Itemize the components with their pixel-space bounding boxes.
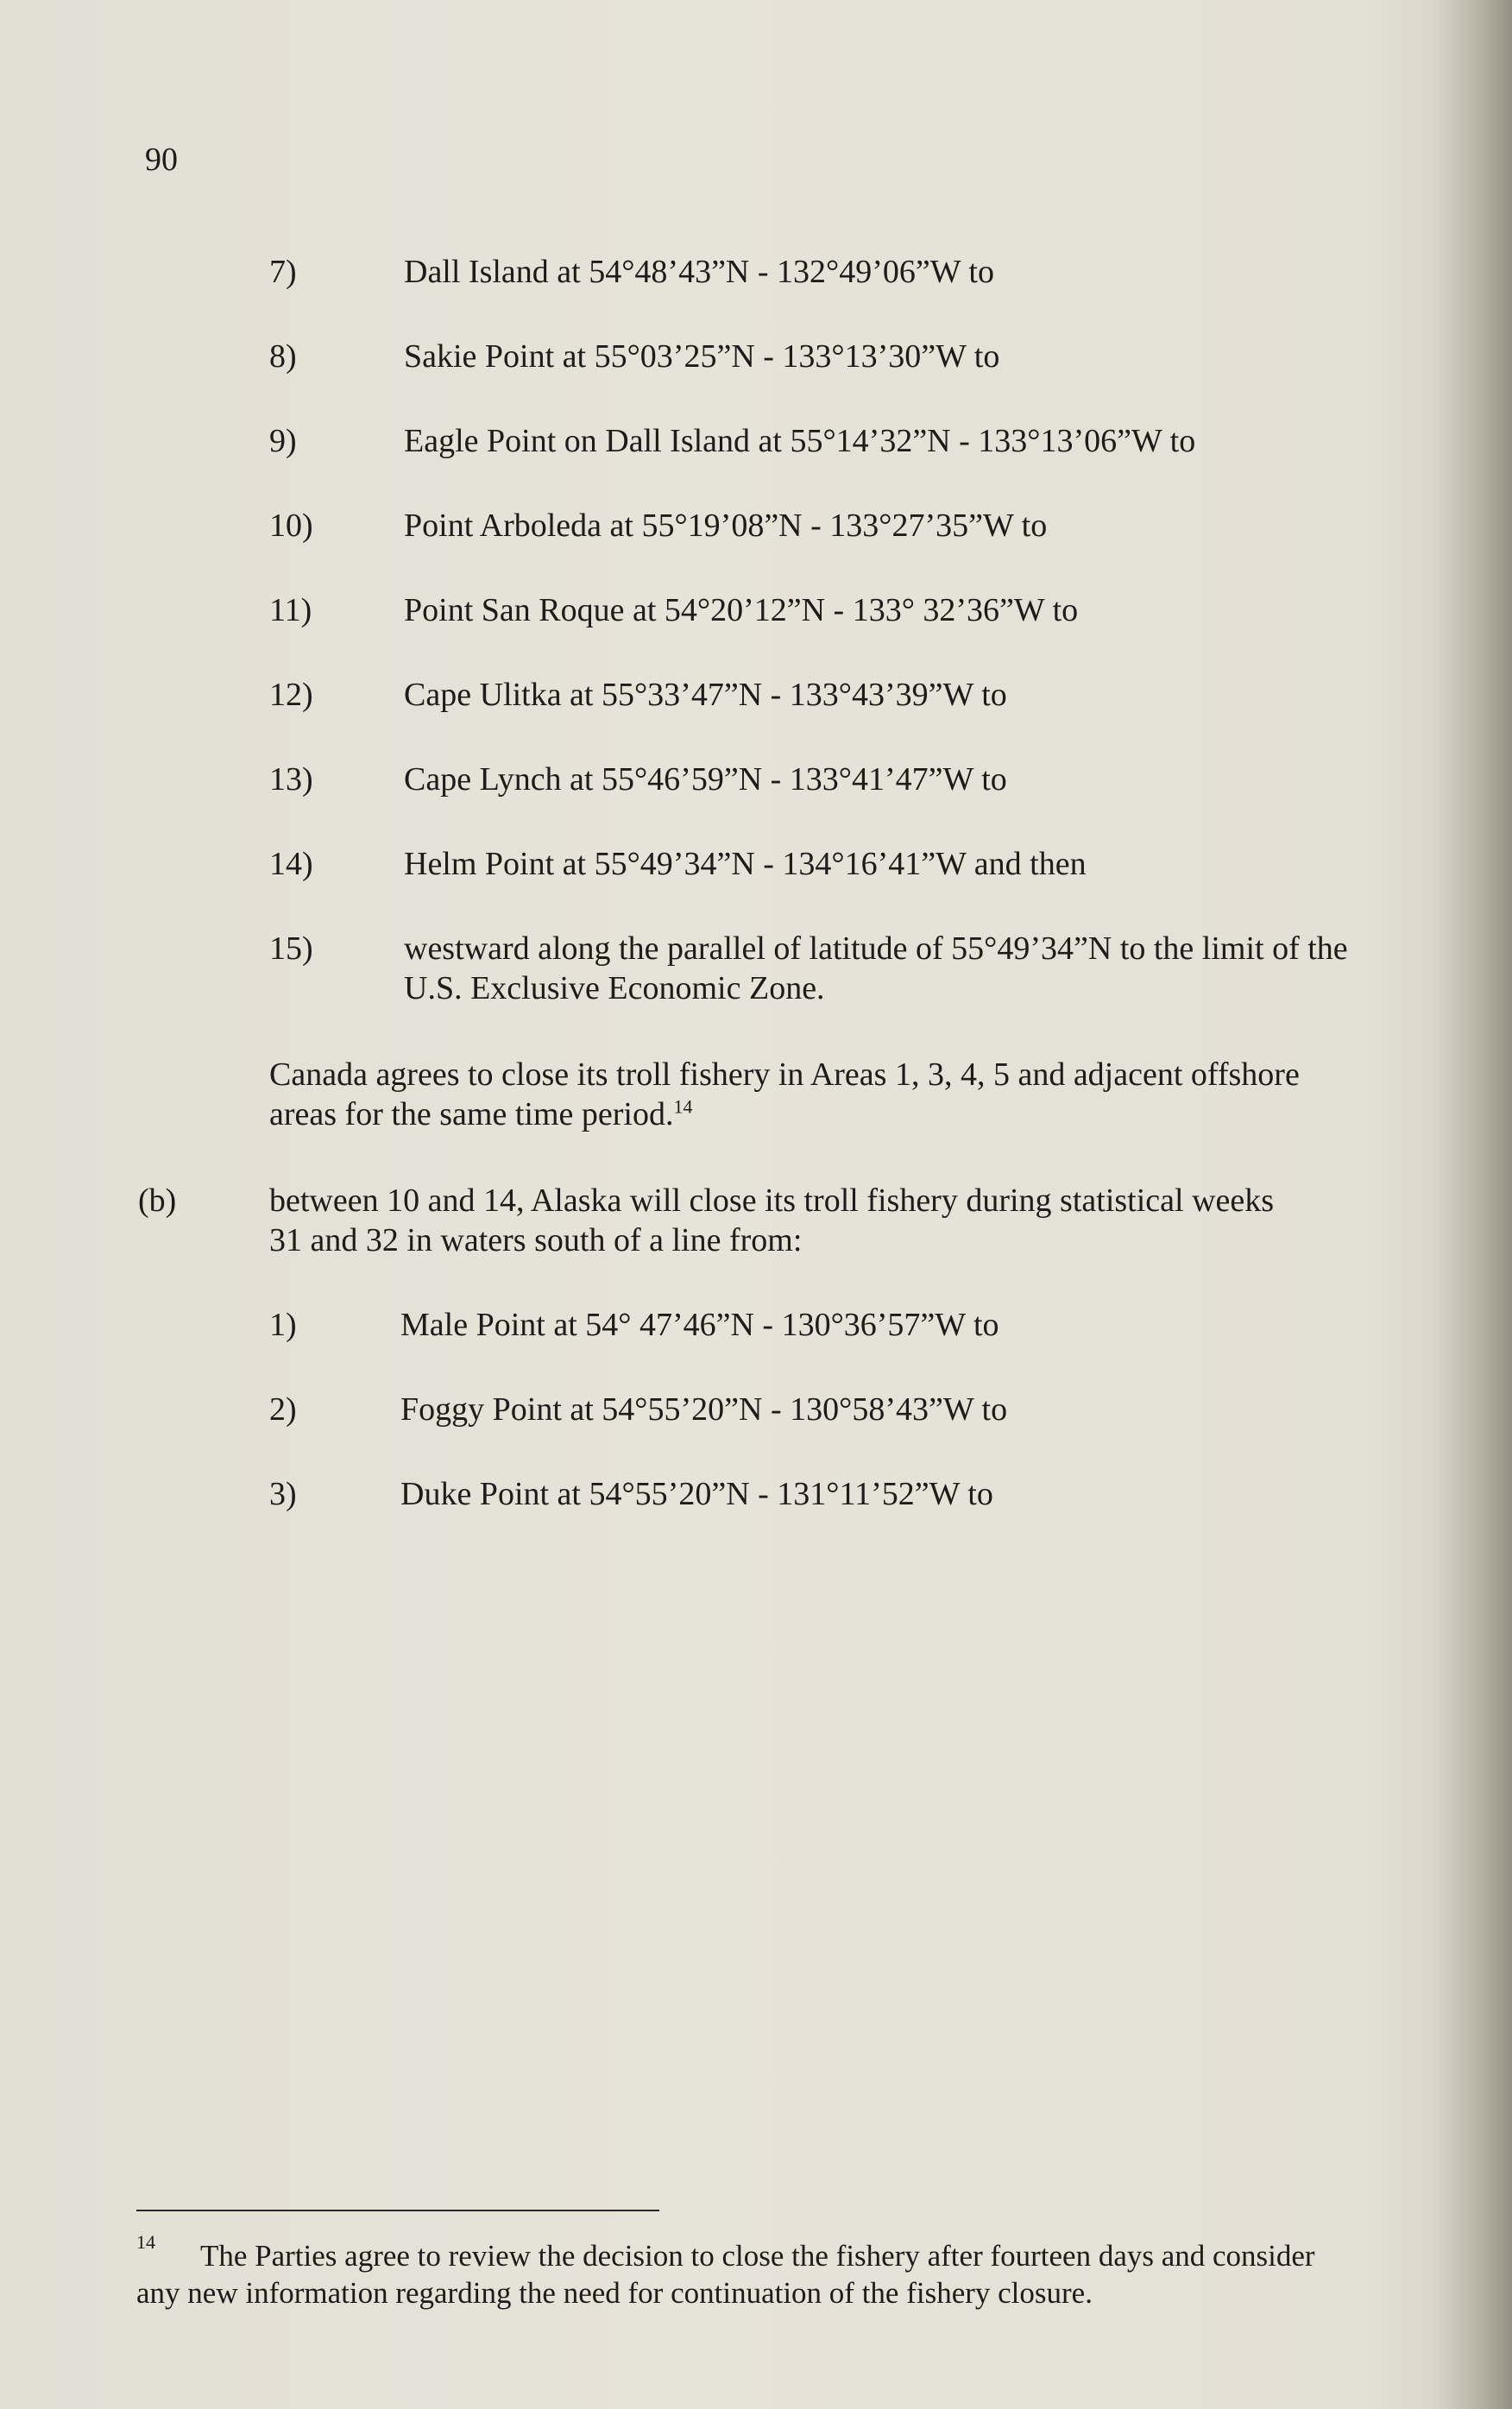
list-item-text: Foggy Point at 54°55’20”N - 130°58’43”W to bbox=[400, 1391, 1008, 1428]
list-item-text: Helm Point at 55°49’34”N - 134°16’41”W and then bbox=[404, 846, 1087, 882]
list-item-text: westward along the parallel of latitude of 55°49’34”N to the limit of the U.S. Exclusive Economic Zone. bbox=[404, 930, 1348, 1006]
list-item-number: 7) bbox=[269, 254, 297, 290]
list-item-number: 11) bbox=[269, 592, 312, 628]
list-item-text: Cape Ulitka at 55°33’47”N - 133°43’39”W to bbox=[404, 677, 1007, 713]
section-b-text: between 10 and 14, Alaska will close its troll fishery during statistical weeks 31 and 32 in waters south of a line from: bbox=[269, 1182, 1275, 1258]
list-item-number: 14) bbox=[269, 846, 313, 882]
list-item-text: Eagle Point on Dall Island at 55°14’32”N - 133°13’06”W to bbox=[404, 423, 1196, 459]
list-item-number: 1) bbox=[269, 1307, 297, 1343]
list-item-number: 3) bbox=[269, 1476, 297, 1512]
list-item-text: Male Point at 54° 47’46”N - 130°36’57”W to bbox=[400, 1307, 999, 1343]
section-b-label: (b) bbox=[138, 1182, 177, 1219]
list-item-text: Duke Point at 54°55’20”N - 131°11’52”W to bbox=[400, 1476, 993, 1512]
footnote-mark: 14 bbox=[136, 2231, 155, 2253]
list-item-number: 10) bbox=[269, 508, 313, 544]
footnote-separator bbox=[136, 2210, 659, 2211]
canada-paragraph: Canada agrees to close its troll fishery in Areas 1, 3, 4, 5 and adjacent offshore areas for the same time period.$^{14}$ bbox=[269, 1056, 1300, 1132]
page-number: 90 bbox=[145, 142, 178, 178]
footnote-text: The Parties agree to review the decision to close the fishery after fourteen days and consider any new information regarding the need for continuation of the fishery closure. bbox=[136, 2239, 1315, 2310]
list-item-number: 15) bbox=[269, 930, 313, 967]
list-item-number: 12) bbox=[269, 677, 313, 713]
list-item-text: Sakie Point at 55°03’25”N - 133°13’30”W to bbox=[404, 338, 1000, 375]
footnote-reference[interactable]: 14 bbox=[673, 1095, 693, 1118]
book-gutter-shadow bbox=[1434, 0, 1512, 2409]
list-item-number: 9) bbox=[269, 423, 297, 459]
list-item-text: Dall Island at 54°48’43”N - 132°49’06”W to bbox=[404, 254, 994, 290]
list-item-text: Point San Roque at 54°20’12”N - 133° 32’36”W to bbox=[404, 592, 1079, 628]
list-item-number: 2) bbox=[269, 1391, 297, 1428]
list-item-text: Point Arboleda at 55°19’08”N - 133°27’35”W to bbox=[404, 508, 1048, 544]
list-item-text: Cape Lynch at 55°46’59”N - 133°41’47”W to bbox=[404, 761, 1007, 798]
list-item-number: 13) bbox=[269, 761, 313, 798]
list-item-number: 8) bbox=[269, 338, 297, 375]
